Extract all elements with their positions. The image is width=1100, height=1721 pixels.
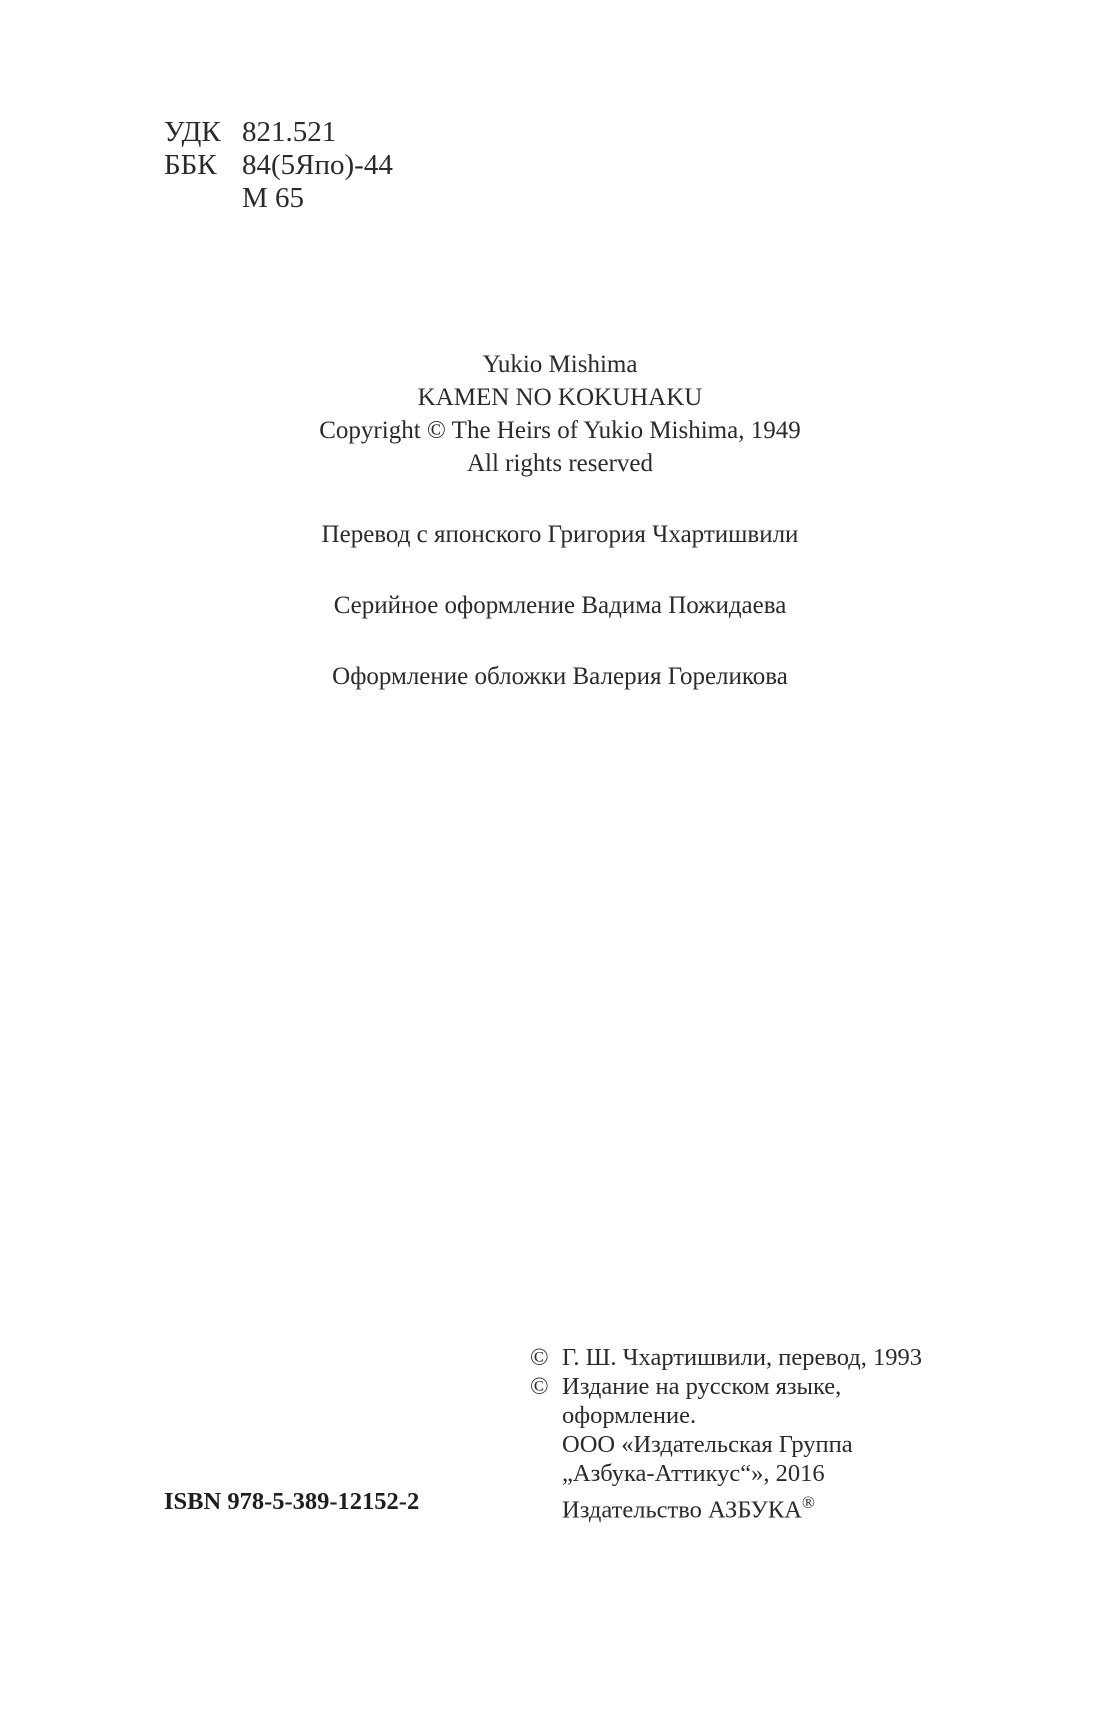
isbn: ISBN 978-5-389-12152-2 xyxy=(164,1488,420,1515)
cover-design-credit: Оформление обложки Валерия Гореликова xyxy=(332,663,788,690)
udk-value: 821.521 xyxy=(242,116,337,148)
udk-row xyxy=(164,116,393,149)
author-mark-row xyxy=(164,182,393,215)
publisher-group: ООО «Издательская Группа xyxy=(562,1431,853,1458)
author-mark: М 65 xyxy=(242,182,305,214)
series-design-credit: Серийное оформление Вадима Пожидаева xyxy=(333,592,787,619)
translation-copyright: © Г. Ш. Чхартишвили, перевод, 1993 xyxy=(530,1344,922,1371)
registered-icon: ® xyxy=(801,1493,815,1512)
publisher-name: Издательство АЗБУКА® xyxy=(562,1493,815,1524)
udk-label: УДК xyxy=(164,116,221,148)
copyright-icon: © xyxy=(530,1373,549,1400)
original-title: KAMEN NO KOKUHAKU xyxy=(417,384,703,411)
original-copyright: Copyright © The Heirs of Yukio Mishima, 1949 xyxy=(319,417,801,444)
library-classification xyxy=(164,116,393,215)
copyright-notices: © Г. Ш. Чхартишвили, перевод, 1993 © Издание на русском языке, оформление. ООО «Издательская Группа „Азбука-Аттикус“», 2016 Издательство АЗБУКА® xyxy=(530,1344,922,1524)
original-edition-info xyxy=(260,348,860,480)
bbk-label: ББК xyxy=(164,149,217,181)
bbk-row xyxy=(164,149,393,182)
bbk-value: 84(5Япо)-44 xyxy=(242,149,393,181)
edition-copyright: © Издание на русском языке, xyxy=(530,1373,842,1400)
rights-notice: All rights reserved xyxy=(466,450,654,477)
translator-credit: Перевод с японского Григория Чхартишвили xyxy=(321,521,799,548)
copyright-icon: © xyxy=(530,1344,549,1371)
original-author: Yukio Mishima xyxy=(482,351,638,378)
